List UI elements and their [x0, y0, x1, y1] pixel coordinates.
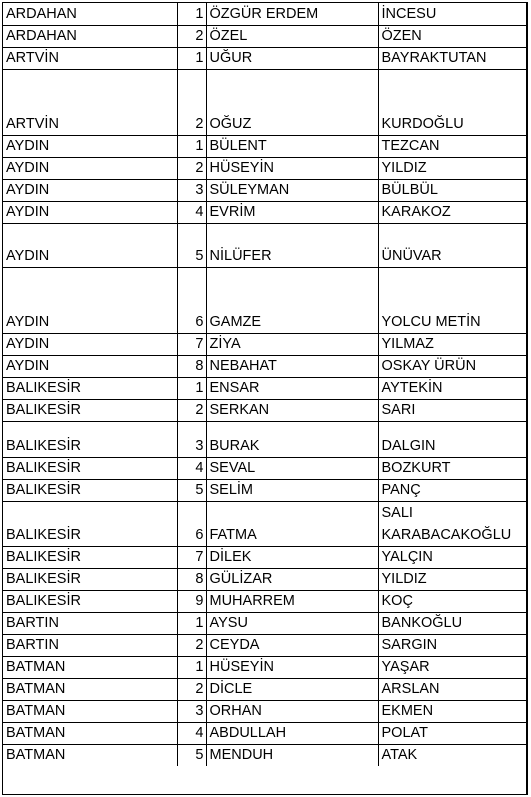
last-name-cell[interactable]: ATAK — [378, 744, 526, 766]
rank-cell[interactable]: 1 — [177, 612, 206, 634]
rank-cell[interactable]: 2 — [177, 678, 206, 700]
province-cell[interactable]: AYDIN — [3, 267, 177, 333]
province-cell[interactable]: BATMAN — [3, 700, 177, 722]
candidate-table-frame — [2, 2, 528, 795]
province-cell[interactable]: BATMAN — [3, 656, 177, 678]
first-name-cell[interactable]: CEYDA — [206, 634, 378, 656]
province-cell[interactable]: AYDIN — [3, 355, 177, 377]
candidate-rows — [3, 3, 526, 766]
rank-cell[interactable]: 8 — [177, 355, 206, 377]
province-cell[interactable]: AYDIN — [3, 135, 177, 157]
province-cell[interactable]: BALIKESİR — [3, 590, 177, 612]
first-name-cell[interactable]: ÖZEL — [206, 25, 378, 47]
province-cell[interactable]: ARDAHAN — [3, 3, 177, 25]
first-name-cell[interactable]: DİLEK — [206, 546, 378, 568]
last-name-cell[interactable]: EKMEN — [378, 700, 526, 722]
table-row — [3, 267, 526, 333]
table-row — [3, 179, 526, 201]
rank-cell[interactable]: 6 — [177, 267, 206, 333]
last-name-cell[interactable]: YILDIZ — [378, 568, 526, 590]
last-name-cell[interactable]: YILMAZ — [378, 333, 526, 355]
province-cell[interactable]: BARTIN — [3, 634, 177, 656]
province-cell[interactable]: BALIKESİR — [3, 501, 177, 546]
table-row — [3, 656, 526, 678]
table-row — [3, 421, 526, 457]
first-name-cell[interactable]: BURAK — [206, 421, 378, 457]
province-cell[interactable]: AYDIN — [3, 333, 177, 355]
first-name-cell[interactable]: SELİM — [206, 479, 378, 501]
table-row — [3, 355, 526, 377]
table-row — [3, 135, 526, 157]
table-row — [3, 501, 526, 546]
last-name-cell[interactable]: OSKAY ÜRÜN — [378, 355, 526, 377]
first-name-cell[interactable]: DİCLE — [206, 678, 378, 700]
last-name-cell[interactable]: YALÇIN — [378, 546, 526, 568]
first-name-cell[interactable]: OĞUZ — [206, 69, 378, 135]
table-row — [3, 201, 526, 223]
last-name-cell[interactable]: ÖZEN — [378, 25, 526, 47]
province-cell[interactable]: AYDIN — [3, 179, 177, 201]
rank-cell[interactable]: 1 — [177, 377, 206, 399]
province-cell[interactable]: ARTVİN — [3, 47, 177, 69]
table-row — [3, 25, 526, 47]
province-cell[interactable]: BATMAN — [3, 744, 177, 766]
table-row — [3, 678, 526, 700]
first-name-cell[interactable]: ABDULLAH — [206, 722, 378, 744]
last-name-cell[interactable]: AYTEKİN — [378, 377, 526, 399]
first-name-cell[interactable]: EVRİM — [206, 201, 378, 223]
rank-cell[interactable]: 5 — [177, 479, 206, 501]
table-row — [3, 479, 526, 501]
rank-cell[interactable]: 2 — [177, 69, 206, 135]
province-cell[interactable]: BALIKESİR — [3, 457, 177, 479]
last-name-cell[interactable]: BANKOĞLU — [378, 612, 526, 634]
province-cell[interactable]: BALIKESİR — [3, 546, 177, 568]
candidate-table — [3, 3, 526, 766]
rank-cell[interactable]: 4 — [177, 457, 206, 479]
first-name-cell[interactable]: MUHARREM — [206, 590, 378, 612]
rank-cell[interactable]: 7 — [177, 546, 206, 568]
table-row — [3, 377, 526, 399]
first-name-cell[interactable]: BÜLENT — [206, 135, 378, 157]
province-cell[interactable]: BALIKESİR — [3, 377, 177, 399]
first-name-cell[interactable]: NEBAHAT — [206, 355, 378, 377]
first-name-cell[interactable]: GÜLİZAR — [206, 568, 378, 590]
first-name-cell[interactable]: SÜLEYMAN — [206, 179, 378, 201]
rank-cell[interactable]: 1 — [177, 47, 206, 69]
rank-cell[interactable]: 2 — [177, 157, 206, 179]
first-name-cell[interactable]: FATMA — [206, 501, 378, 546]
first-name-cell[interactable]: MENDUH — [206, 744, 378, 766]
first-name-cell[interactable]: ENSAR — [206, 377, 378, 399]
last-name-cell[interactable]: PANÇ — [378, 479, 526, 501]
last-name-cell[interactable]: SARGIN — [378, 634, 526, 656]
rank-cell[interactable]: 5 — [177, 744, 206, 766]
first-name-cell[interactable]: SEVAL — [206, 457, 378, 479]
province-cell[interactable]: BALIKESİR — [3, 421, 177, 457]
last-name-cell[interactable]: SALI KARABACAKOĞLU — [378, 501, 526, 546]
first-name-cell[interactable]: SERKAN — [206, 399, 378, 421]
province-cell[interactable]: BARTIN — [3, 612, 177, 634]
last-name-cell[interactable]: TEZCAN — [378, 135, 526, 157]
table-row — [3, 333, 526, 355]
rank-cell[interactable]: 4 — [177, 201, 206, 223]
last-name-cell[interactable]: ARSLAN — [378, 678, 526, 700]
last-name-cell[interactable]: BÜLBÜL — [378, 179, 526, 201]
province-cell[interactable]: AYDIN — [3, 157, 177, 179]
province-cell[interactable]: BATMAN — [3, 678, 177, 700]
rank-cell[interactable]: 1 — [177, 656, 206, 678]
last-name-cell[interactable]: ÜNÜVAR — [378, 223, 526, 267]
last-name-cell[interactable]: KARAKOZ — [378, 201, 526, 223]
rank-cell[interactable]: 3 — [177, 179, 206, 201]
first-name-cell[interactable]: AYSU — [206, 612, 378, 634]
rank-cell[interactable]: 5 — [177, 223, 206, 267]
table-row — [3, 47, 526, 69]
table-row — [3, 546, 526, 568]
first-name-cell[interactable]: ORHAN — [206, 700, 378, 722]
last-name-cell[interactable]: BAYRAKTUTAN — [378, 47, 526, 69]
last-name-cell[interactable]: DALGIN — [378, 421, 526, 457]
province-cell[interactable]: ARTVİN — [3, 69, 177, 135]
last-name-cell[interactable]: SARI — [378, 399, 526, 421]
rank-cell[interactable]: 9 — [177, 590, 206, 612]
rank-cell[interactable]: 2 — [177, 25, 206, 47]
table-row — [3, 457, 526, 479]
table-row — [3, 612, 526, 634]
table-row — [3, 722, 526, 744]
table-row — [3, 700, 526, 722]
province-cell[interactable]: BATMAN — [3, 722, 177, 744]
table-row — [3, 568, 526, 590]
rank-cell[interactable]: 1 — [177, 3, 206, 25]
first-name-cell[interactable]: GAMZE — [206, 267, 378, 333]
province-cell[interactable]: BALIKESİR — [3, 399, 177, 421]
last-name-cell[interactable]: YAŞAR — [378, 656, 526, 678]
table-row — [3, 744, 526, 766]
table-row — [3, 223, 526, 267]
last-name-cell[interactable]: İNCESU — [381, 5, 437, 22]
first-name-cell[interactable]: ÖZGÜR ERDEM — [206, 3, 378, 25]
province-cell[interactable]: AYDIN — [3, 223, 177, 267]
last-name-cell[interactable]: KURDOĞLU — [378, 69, 526, 135]
rank-cell[interactable]: 2 — [177, 399, 206, 421]
first-name-cell[interactable]: HÜSEYİN — [206, 656, 378, 678]
province-cell[interactable]: AYDIN — [3, 201, 177, 223]
province-cell[interactable]: BALIKESİR — [3, 479, 177, 501]
table-row — [3, 157, 526, 179]
province-cell[interactable]: ARDAHAN — [3, 25, 177, 47]
last-name-cell[interactable]: KOÇ — [378, 590, 526, 612]
table-row — [3, 3, 526, 25]
rank-cell[interactable]: 1 — [177, 135, 206, 157]
table-row — [3, 634, 526, 656]
rank-cell[interactable]: 3 — [177, 421, 206, 457]
first-name-cell[interactable]: HÜSEYİN — [206, 157, 378, 179]
last-name-cell[interactable]: POLAT — [378, 722, 526, 744]
last-name-cell[interactable]: YOLCU METİN — [378, 267, 526, 333]
last-name-cell[interactable]: BOZKURT — [378, 457, 526, 479]
table-row — [3, 399, 526, 421]
rank-cell[interactable]: 7 — [177, 333, 206, 355]
rank-cell[interactable]: 6 — [177, 501, 206, 546]
rank-cell[interactable]: 4 — [177, 722, 206, 744]
province-cell[interactable]: BALIKESİR — [3, 568, 177, 590]
first-name-cell[interactable]: NİLÜFER — [206, 223, 378, 267]
first-name-cell[interactable]: ZİYA — [206, 333, 378, 355]
rank-cell[interactable]: 8 — [177, 568, 206, 590]
first-name-cell[interactable]: UĞUR — [206, 47, 378, 69]
last-name-cell[interactable]: YILDIZ — [378, 157, 526, 179]
table-row — [3, 590, 526, 612]
table-row — [3, 69, 526, 135]
rank-cell[interactable]: 3 — [177, 700, 206, 722]
rank-cell[interactable]: 2 — [177, 634, 206, 656]
